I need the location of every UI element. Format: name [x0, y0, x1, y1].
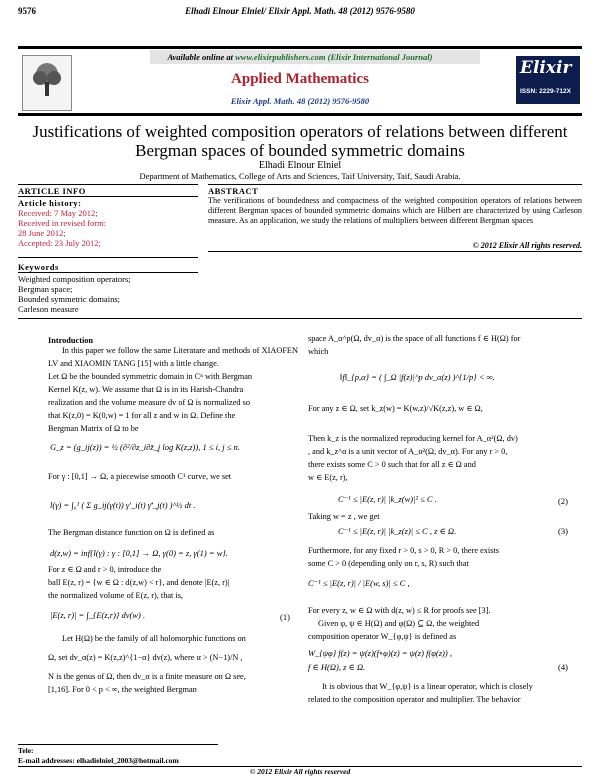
para-domain [48, 370, 298, 435]
text-line: space A_α^p(Ω, dv_α) is the space of all functions f ∈ H(Ω) for [308, 334, 521, 343]
equation-1: |E(z, r)| = ∫_{E(z,r)} dv(w) . [50, 610, 146, 620]
text-line: Bergman Matrix of Ω to be [48, 424, 139, 433]
journal-citation: Elixir Appl. Math. 48 (2012) 9576-9580 [230, 96, 370, 106]
equation-length: l(γ) = ∫₀¹ ( Σ g_ij(γ(t)) γ'_i(t) γ̄'_j(t) )^½ dt . [50, 500, 196, 510]
footer-rule [18, 744, 218, 745]
text-line: N is the genus of Ω, then dv_α is a finite measure on Ω see, [48, 672, 246, 681]
keywords-rule-2 [18, 272, 198, 273]
text-line: It is obvious that W_{φ,ψ} is a linear operator, which is closely [322, 682, 533, 691]
author-name: Elhadi Elnour Elniel [258, 160, 342, 171]
availability-line [0, 52, 600, 62]
available-suffix: (Elixir International Journal) [325, 52, 433, 62]
intro-heading: Introduction [48, 336, 94, 345]
title-line-1: Justifications of weighted composition operators of relations between different [32, 122, 568, 141]
text-line: there exists some C > 0 such that for all z ∈ Ω and [308, 460, 476, 469]
equation-bergman-matrix: G_z = (g_ij(z)) = ½ (∂²/∂z_i∂z̄_j log K(z,z)), 1 ≤ i, j ≤ n. [50, 442, 240, 452]
equation-1-number: (1) [280, 612, 290, 622]
abstract-rule-2 [208, 251, 582, 252]
text-line: Let Ω be the bounded symmetric domain in Cⁿ with Bergman [48, 372, 253, 381]
text-line: w ∈ E(z, r), [308, 473, 348, 482]
info-rule-2 [18, 196, 198, 197]
tree-logo-icon [23, 56, 71, 110]
para-taking: Taking w = z , we get [308, 512, 380, 521]
text-line: related to the composition operator and multiplier. The behavior [308, 695, 521, 704]
equation-distance: d(z,w) = inf{l(γ) : γ : [0,1] → Ω, γ(0) = z, γ(1) = w}. [50, 548, 228, 558]
keywords-heading: Keywords [18, 262, 59, 272]
text-line: ball E(z, r) = {w ∈ Ω : d(z,w) < r}, and denote |E(z, r)| [48, 578, 230, 587]
keywords-rule [18, 257, 198, 258]
equation-3-number: (3) [558, 526, 568, 536]
text-line: , and k_z^α is a unit vector of A_α²(Ω, dv_α). For any r > 0, [308, 447, 508, 456]
banner-top-rule [18, 46, 582, 49]
elixir-brand: Elixir [520, 58, 572, 78]
intro-paragraph: In this paper we follow the same Literatare and methods of XIAOFEN LV and XIAOMIN TANG [15] with a little change. [48, 346, 298, 368]
equation-volume-ratio: C⁻¹ ≤ |E(z, r)| / |E(w, s)| ≤ C , [308, 578, 410, 588]
revised-label: Received in revised form: [18, 218, 107, 228]
equation-4a: W_{ψφ} f(z) = ψ(z)(f∘φ)(z) = ψ(z) f(φ(z)) , [308, 648, 452, 658]
journal-name: Applied Mathematics [231, 71, 369, 87]
keyword-item: Weighted composition operators; [18, 274, 131, 284]
para-space [308, 332, 582, 358]
para-obvious [308, 680, 582, 706]
para-every [308, 604, 582, 643]
footer-email: E-mail addresses: elhadielniel_2003@hotmail.com [18, 756, 179, 765]
text-line: Furthermore, for any fixed r > 0, s > 0, R > 0, there exists [308, 546, 499, 555]
text-line: the normalized volume of E(z, r), that is, [48, 591, 184, 600]
affiliation: Department of Mathematics, College of Arts and Sciences, Taif University, Taif, Saudi Arabia. [139, 171, 461, 181]
available-prefix: Available online at [167, 52, 236, 62]
para-holomorphic [48, 632, 298, 696]
title-line-2: Bergman spaces of bounded symmetric domains [135, 141, 465, 160]
text-line: which [308, 347, 329, 356]
body-top-rule [18, 318, 582, 319]
banner-bottom-rule [18, 113, 582, 116]
para-kernel: For any z ∈ Ω, set k_z(w) = K(w,z)/√K(z,z), w ∈ Ω, [308, 404, 483, 413]
text-line: [1,16]. For 0 < p < ∞, the weighted Bergman [48, 685, 197, 694]
elixir-logo [516, 56, 580, 104]
equation-4-number: (4) [558, 662, 568, 672]
para-curve: For γ : [0,1] → Ω, a piecewise smooth C¹ curve, we set [48, 472, 232, 481]
para-furthermore [308, 544, 582, 570]
abstract-text: The verifications of boundedness and compactness of the weighted composition operators of relations between different Bergman spaces of bounded symmetric domains which are Hilbert are characterized by using Carleson measure. As an application, we study the relations of multipliers between different Bergman spaces [208, 196, 582, 225]
abstract-rights: © 2012 Elixir All rights reserved. [472, 241, 582, 250]
equation-2-number: (2) [558, 496, 568, 506]
info-rule [18, 184, 198, 185]
text-line: that K(z,0) = K(0,w) = 1 for all z and w in Ω. Define the [48, 411, 236, 420]
text-line: Given φ, ψ ∈ H(Ω) and φ(Ω) ⊆ Ω, the weighted [318, 619, 480, 628]
equation-3: C⁻¹ ≤ |E(z, r)| |k_z(z)| ≤ C , z ∈ Ω. [338, 526, 457, 536]
text-line: Then k_z is the normalized reproducing kernel for A_α²(Ω, dv) [308, 434, 518, 443]
publisher-link[interactable]: www.elixirpublishers.com [235, 52, 326, 62]
equation-norm: ‖f‖_{p,α} = ( ∫_Ω |f(z)|^p dv_α(z) )^{1/p} < ∞. [340, 372, 495, 382]
article-info-heading: ARTICLE INFO [18, 186, 86, 196]
keywords-list [18, 274, 198, 314]
text-line: For z ∈ Ω and r > 0, introduce the [48, 565, 162, 574]
para-reproducing [308, 432, 582, 484]
equation-2: C⁻¹ ≤ |E(z, r)| |k_z(w)|² ≤ C . [338, 494, 437, 504]
abstract-rule [208, 184, 582, 185]
para-distance: The Bergman distance function on Ω is defined as [48, 528, 215, 537]
text-line: some C > 0 (depending only on r, s, R) such that [308, 559, 469, 568]
text-line: For every z, w ∈ Ω with d(z, w) ≤ R for proofs see [3]. [308, 606, 491, 615]
text-line: Ω, set dv_α(z) = K(z,z)^{1−α} dv(z), where α > (N−1)/N , [48, 653, 243, 662]
paper-title [20, 122, 580, 160]
running-head: Elhadi Elnour Elniel/ Elixir Appl. Math. 48 (2012) 9576-9580 [185, 6, 415, 16]
publisher-logo [22, 55, 72, 111]
text-line: Let H(Ω) be the family of all holomorphic functions on [62, 634, 246, 643]
para-ball [48, 563, 298, 602]
footer-tele: Tele: [18, 746, 34, 755]
text-line: composition operator W_{φ,ψ} is defined as [308, 632, 457, 641]
text-line: realization and the volume measure dv of Ω is normalized so [48, 398, 251, 407]
keyword-item: Carleson measure [18, 304, 79, 314]
equation-4b: f ∈ H(Ω), z ∈ Ω. [308, 662, 366, 672]
footer-copyright: © 2012 Elixir All rights reserved [249, 767, 351, 776]
keyword-item: Bergman space; [18, 284, 73, 294]
revised-date: 28 June 2012; [18, 228, 66, 238]
issn-label: ISSN: 2229-712X [520, 88, 571, 95]
article-history [18, 198, 198, 248]
keyword-item: Bounded symmetric domains; [18, 294, 120, 304]
page-number: 9576 [18, 6, 36, 16]
abstract-heading: ABSTRACT [208, 186, 259, 196]
text-line: Kernel K(z, w). We assume that Ω is in its Harish-Chandra [48, 385, 244, 394]
accepted-date: Accepted: 23 July 2012; [18, 238, 101, 248]
history-label: Article history: [18, 198, 82, 208]
received-date: Received: 7 May 2012; [18, 208, 98, 218]
